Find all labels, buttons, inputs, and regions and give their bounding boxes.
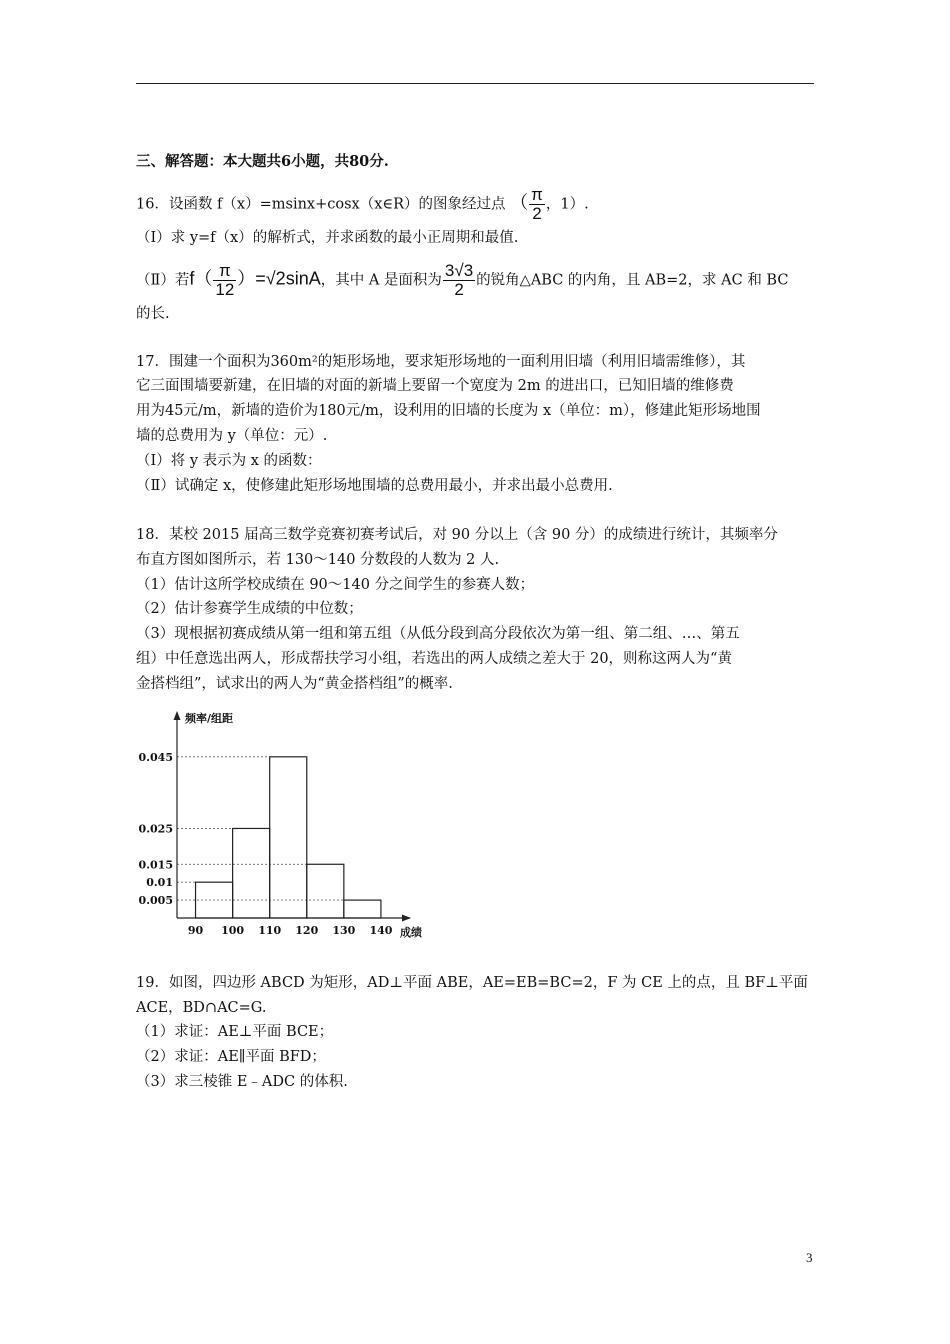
q17-line3: 用为45元/m，新墙的造价为180元/m，设利用的旧墙的长度为 x（单位：m），修建此矩形场地围 <box>136 403 761 419</box>
histogram-bar <box>270 757 307 918</box>
x-axis-arrow <box>402 915 411 922</box>
y-axis-label: 频率/组距 <box>185 712 234 725</box>
q19-part1: （1）求证：AE⊥平面 BCE； <box>136 1024 334 1040</box>
q16-part2-eq: ）=√2sinA <box>237 268 321 289</box>
q19-line1: 19．如图，四边形 ABCD 为矩形，AD⊥平面 ABE，AE=EB=BC=2，F 为 CE 上的点，且 BF⊥平面 <box>136 975 808 991</box>
q18-part3-line2: 组）中任意选出两人，形成帮扶学习小组，若选出的两人成绩之差大于 20，则称这两人为“黄 <box>136 651 732 667</box>
q17-part2: （Ⅱ）试确定 x，使修建此矩形场地围墙的总费用最小，并求出最小总费用. <box>136 478 613 494</box>
q16-area-fraction <box>443 262 475 299</box>
x-tick-label: 130 <box>332 924 356 937</box>
q16-part2-den: 12 <box>215 280 235 299</box>
q16-part1: （Ⅰ）求 y=f（x）的解析式，并求函数的最小正周期和最值. <box>136 230 519 246</box>
y-tick-label: 0.025 <box>138 822 173 836</box>
x-tick-label: 120 <box>295 924 319 937</box>
q18-part3-line1: （3）现根据初赛成绩从第一组和第五组（从低分段到高分段依次为第一组、第二组、…、第五 <box>136 626 740 642</box>
q16-part2 <box>136 262 788 299</box>
y-axis-arrow <box>174 711 181 720</box>
q16-part2-num: π <box>213 262 236 281</box>
q18-part2: （2）估计参赛学生成绩的中位数； <box>136 601 363 617</box>
q16-intro: 16．设函数 f（x）=msinx+cosx（x∈R）的图象经过点 <box>136 196 506 213</box>
q16-part2-post: 的锐角△ABC 的内角，且 AB=2，求 AC 和 BC <box>476 272 789 289</box>
y-tick-label: 0.015 <box>138 858 173 872</box>
frequency-histogram <box>130 705 440 945</box>
q19-part2: （2）求证：AE∥平面 BFD； <box>136 1049 326 1065</box>
q18-line1: 18．某校 2015 届高三数学竞赛初赛考试后，对 90 分以上（含 90 分）的成绩进行统计，其频率分 <box>136 527 778 543</box>
page-number: 3 <box>806 1250 813 1265</box>
histogram-bar <box>233 828 270 918</box>
q18-part3-line3: 金搭档组”，试求出的两人为“黄金搭档组”的概率. <box>136 676 453 692</box>
q16-part2-pre: （Ⅱ）若 <box>136 272 190 289</box>
x-tick-label: 90 <box>187 924 204 937</box>
q18-line2: 布直方图如图所示，若 130～140 分数段的人数为 2 人. <box>136 552 500 568</box>
q16-part2-fraction <box>213 262 236 299</box>
q16-point-tail: ，1）. <box>545 196 589 213</box>
q16-line1 <box>136 186 589 223</box>
section-title: 三、解答题：本大题共6小题，共80分. <box>136 153 389 170</box>
q17-part1: （Ⅰ）将 y 表示为 x 的函数： <box>136 453 322 469</box>
q18-part1: （1）估计这所学校成绩在 90～140 分之间学生的参赛人数； <box>136 577 535 593</box>
y-tick-label: 0.01 <box>146 876 173 890</box>
x-tick-label: 140 <box>369 924 393 937</box>
q16-area-den: 2 <box>454 280 464 299</box>
q19-part3: （3）求三棱锥 E﹣ADC 的体积. <box>136 1074 348 1090</box>
q16-part2-cont: 的长. <box>136 306 170 322</box>
y-tick-label: 0.045 <box>138 750 173 764</box>
q17-line4: 墙的总费用为 y（单位：元）. <box>136 428 328 444</box>
q16-point-open: （ <box>510 192 529 213</box>
header-rule <box>136 83 814 84</box>
q16-point-fraction <box>529 186 545 223</box>
q16-part2-f: f（ <box>189 268 213 289</box>
q16-area-num: 3√3 <box>444 261 474 280</box>
x-tick-label: 110 <box>258 924 282 937</box>
x-tick-label: 100 <box>221 924 245 937</box>
histogram-bar <box>344 900 381 918</box>
q16-part2-mid: ，其中 A 是面积为 <box>320 272 442 289</box>
y-tick-label: 0.005 <box>138 894 173 908</box>
x-axis-label: 成绩 <box>400 926 422 939</box>
q16-point-den: 2 <box>532 204 542 223</box>
q16-point-num: π <box>531 185 543 204</box>
q17-line2: 它三面围墙要新建，在旧墙的对面的新墙上要留一个宽度为 2m 的进出口，已知旧墙的维修费 <box>136 378 734 394</box>
histogram-bar <box>307 864 344 918</box>
q19-line2: ACE，BD∩AC=G. <box>136 1000 267 1016</box>
q17-line1: 17．围建一个面积为360m²的矩形场地，要求矩形场地的一面利用旧墙（利用旧墙需维修），其 <box>136 354 746 370</box>
